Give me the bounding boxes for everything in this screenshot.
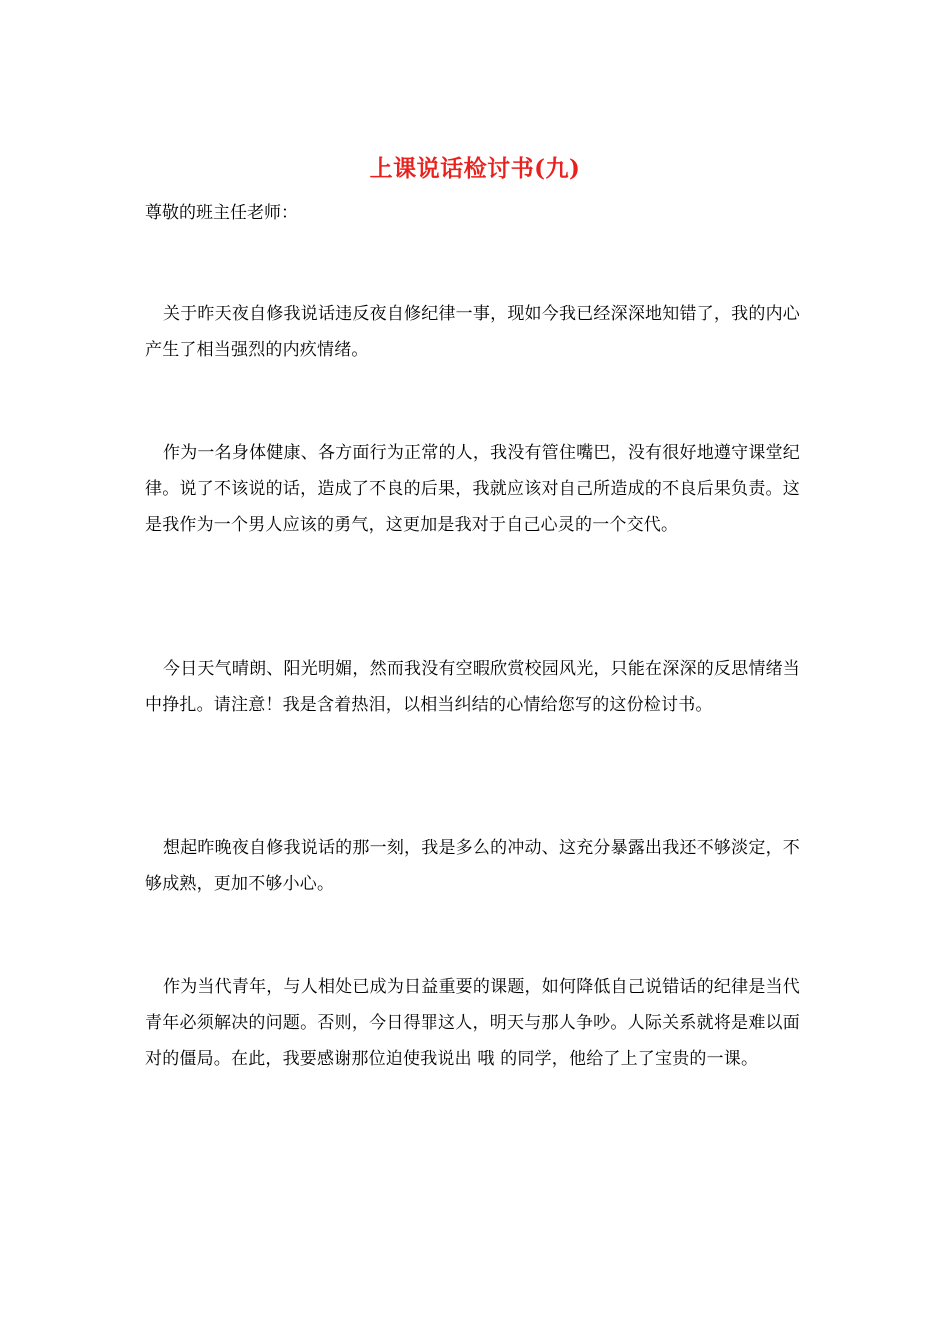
paragraph-4: 想起昨晚夜自修我说话的那一刻，我是多么的冲动、这充分暴露出我还不够淡定，不够成熟，更加不够小心。 [145,838,800,894]
paragraph-2: 作为一名身体健康、各方面行为正常的人，我没有管住嘴巴，没有很好地遵守课堂纪律。说了不该说的话，造成了不良的后果，我就应该对自己所造成的不良后果负责。这是我作为一个男人应该的勇气，这更加是我对于自己心灵的一个交代。 [145,443,800,535]
salutation: 尊敬的班主任老师： [145,203,298,223]
paragraph-1: 关于昨天夜自修我说话违反夜自修纪律一事，现如今我已经深深地知错了，我的内心产生了相当强烈的内疚情绪。 [145,304,800,360]
paragraph-5: 作为当代青年，与人相处已成为日益重要的课题，如何降低自己说错话的纪律是当代青年必须解决的问题。否则，今日得罪这人，明天与那人争吵。人际关系就将是难以面对的僵局。在此，我要感谢那位迫使我说出 哦 的同学，他给了上了宝贵的一课。 [145,977,800,1069]
document-title: 上课说话检讨书(九) [369,155,581,182]
paragraph-3: 今日天气晴朗、阳光明媚，然而我没有空暇欣赏校园风光，只能在深深的反思情绪当中挣扎。请注意！我是含着热泪，以相当纠结的心情给您写的这份检讨书。 [145,659,800,715]
